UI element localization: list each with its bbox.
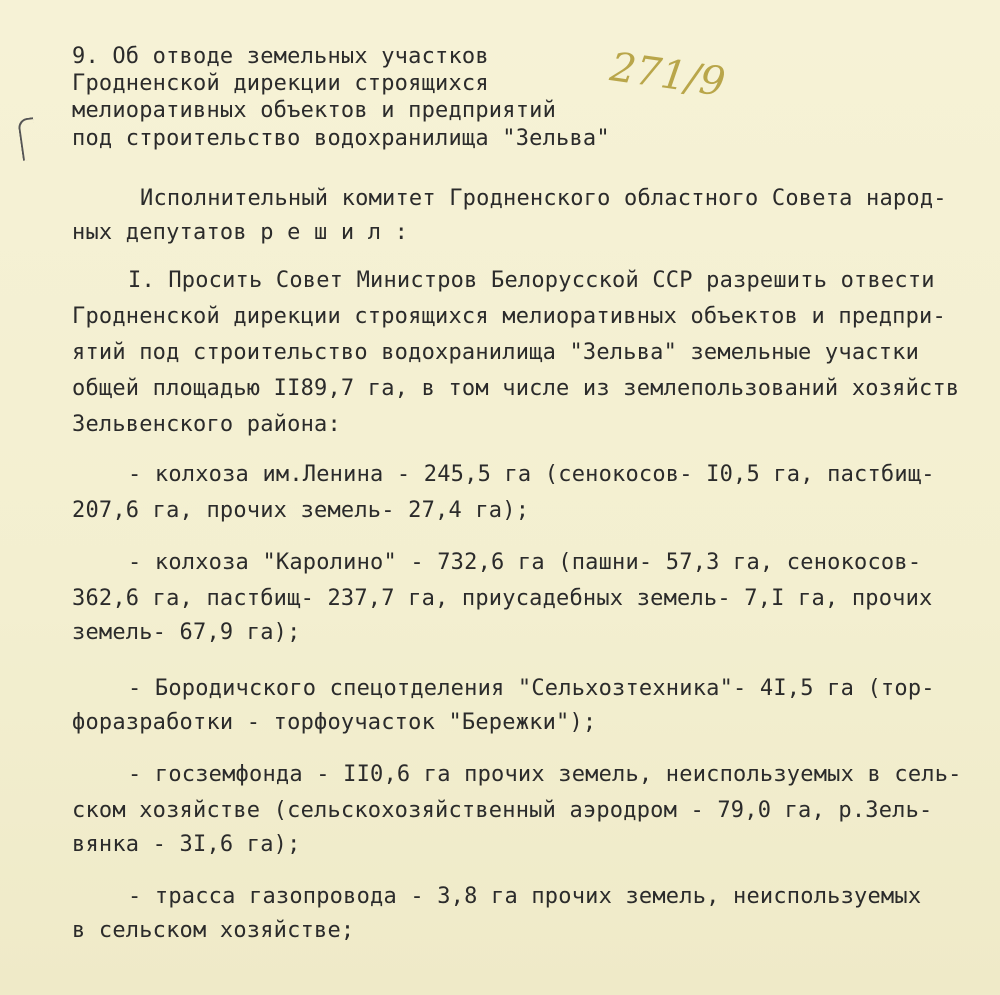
item3-line-2: форазработки - торфоучасток "Бережки"); bbox=[72, 710, 597, 735]
point1-line-2: Гродненской дирекции строящихся мелиоративных объектов и предпри- bbox=[72, 304, 946, 329]
item5-line-1: - трасса газопровода - 3,8 га прочих земель, неиспользуемых bbox=[128, 884, 922, 909]
item4-line-2: ском хозяйстве (сельскохозяйственный аэродром - 79,0 га, р.Зель- bbox=[72, 798, 933, 823]
item5-line-2: в сельском хозяйстве; bbox=[72, 918, 355, 943]
item4-line-1: - госземфонда - II0,6 га прочих земель, неиспользуемых в сель- bbox=[128, 762, 962, 787]
intro-line-2: ных депутатов р е ш и л : bbox=[72, 220, 409, 245]
intro-line-1: Исполнительный комитет Гродненского областного Совета народ- bbox=[140, 186, 947, 211]
point1-line-1: I. Просить Совет Министров Белорусской ССР разрешить отвести bbox=[128, 268, 935, 293]
heading-line-4: под строительство водохранилища "Зельва" bbox=[72, 126, 610, 151]
heading-line-1: 9. Об отводе земельных участков bbox=[72, 44, 489, 69]
item2-line-2: 362,6 га, пастбищ- 237,7 га, приусадебных земель- 7,I га, прочих bbox=[72, 586, 933, 611]
item2-line-3: земель- 67,9 га); bbox=[72, 620, 301, 645]
heading-line-3: мелиоративных объектов и предприятий bbox=[72, 98, 557, 123]
item3-line-1: - Бородичского спецотделения "Сельхозтехника"- 4I,5 га (тор- bbox=[128, 676, 935, 701]
item1-line-2: 207,6 га, прочих земель- 27,4 га); bbox=[72, 498, 530, 523]
item2-line-1: - колхоза "Каролино" - 732,6 га (пашни- 57,3 га, сенокосов- bbox=[128, 550, 922, 575]
heading-line-2: Гродненской дирекции строящихся bbox=[72, 71, 489, 96]
point1-line-5: Зельвенского района: bbox=[72, 412, 341, 437]
handwritten-number: 271/9 bbox=[607, 44, 728, 106]
margin-bracket-mark bbox=[17, 117, 39, 161]
point1-line-4: общей площадью II89,7 га, в том числе из землепользований хозяйств bbox=[72, 376, 960, 401]
point1-line-3: ятий под строительство водохранилища "Зельва" земельные участки bbox=[72, 340, 920, 365]
item4-line-3: вянка - 3I,6 га); bbox=[72, 832, 301, 857]
item1-line-1: - колхоза им.Ленина - 245,5 га (сенокосов- I0,5 га, пастбищ- bbox=[128, 462, 935, 487]
